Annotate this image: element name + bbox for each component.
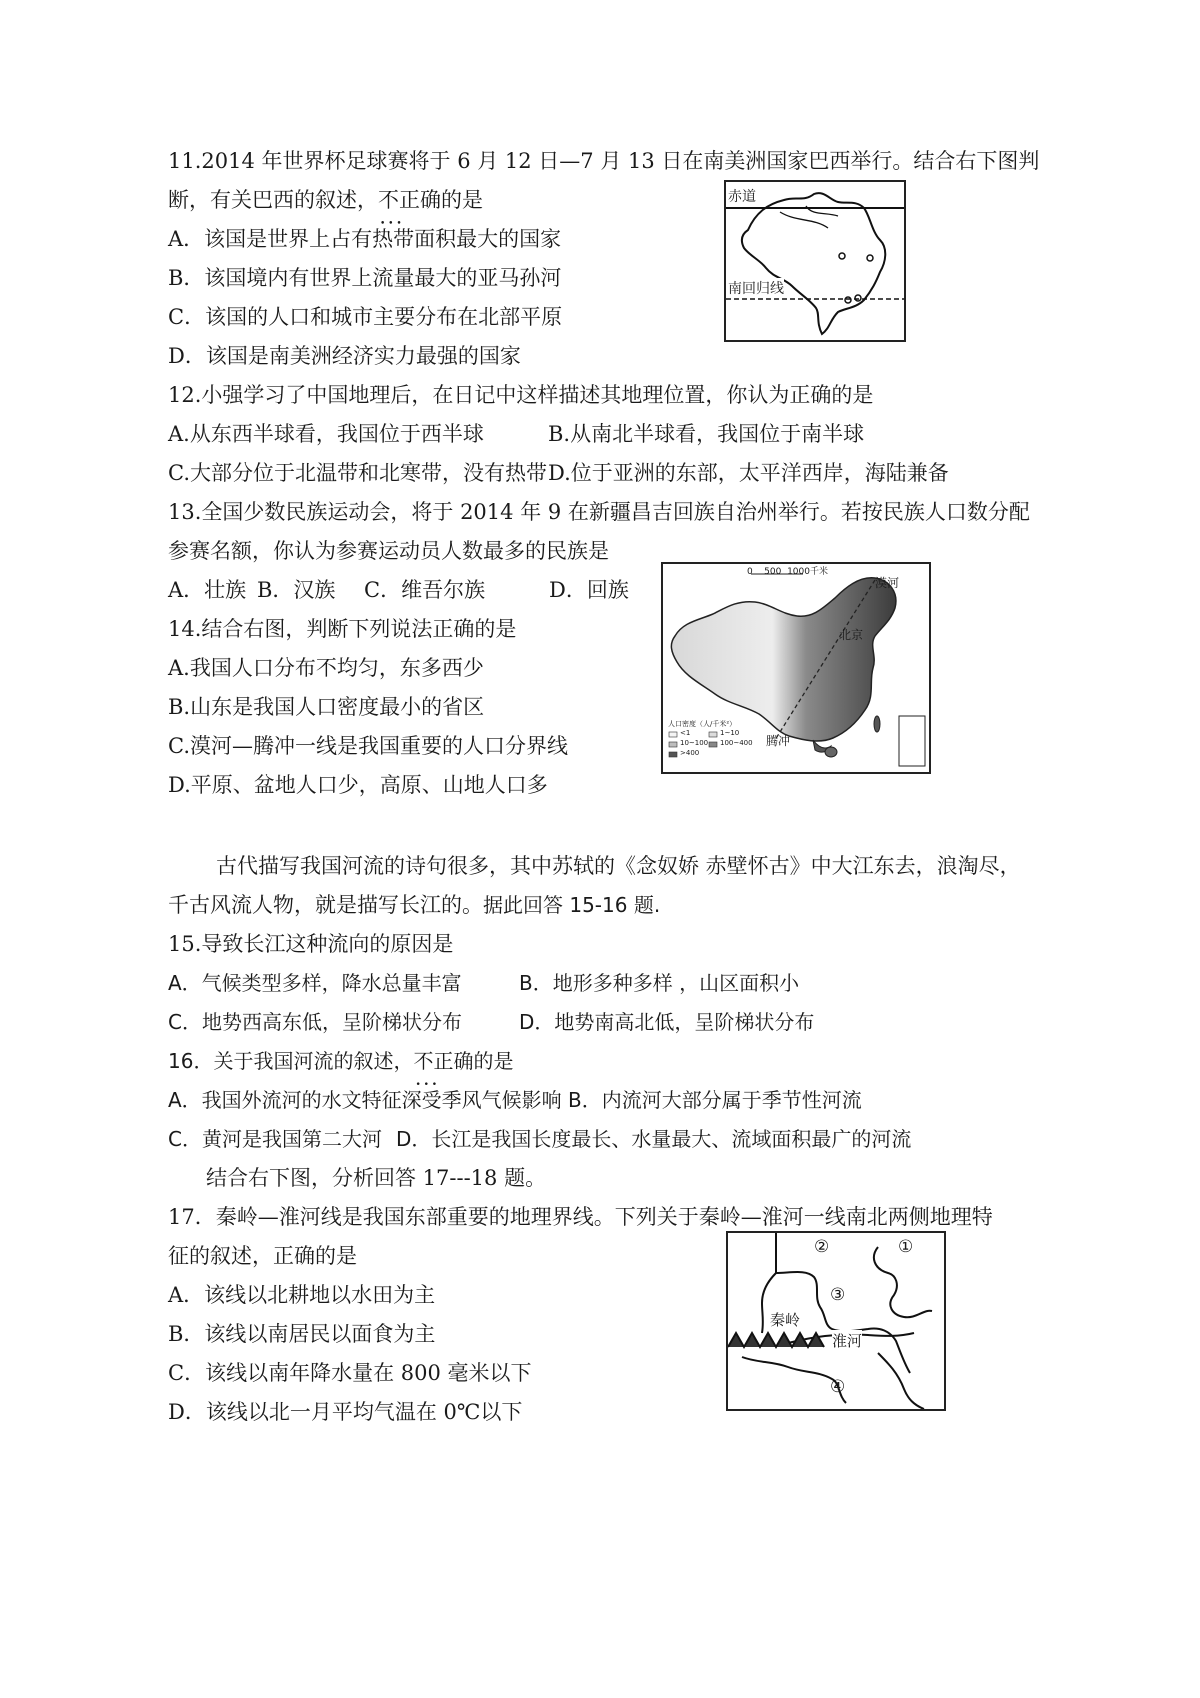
q12-stem: 12.小强学习了中国地理后，在日记中这样描述其地理位置，你认为正确的是 (168, 383, 874, 407)
q11-stem-post: 的是 (441, 188, 483, 212)
q11-stem-line1: 11.2014 年世界杯足球赛将于 6 月 12 日—7 月 13 日在南美洲国家巴西举行。结合右下图判 (168, 149, 1040, 173)
qinling-mountains (728, 1333, 824, 1347)
tropic-label: 南回归线 (728, 278, 784, 298)
mohe-label: 漠河 (875, 576, 900, 590)
q17-option-c: C．该线以南年降水量在 800 毫米以下 (168, 1361, 532, 1385)
legend-item-3: 10~100 (680, 739, 709, 747)
scale-bar-label: 0 500 1000千米 (747, 567, 828, 577)
q17-option-d: D．该线以北一月平均气温在 0℃以下 (168, 1400, 523, 1424)
qinling-huaihe-map (726, 1231, 946, 1411)
marker-1: ① (898, 1237, 914, 1257)
q12-option-a: A.从东西半球看，我国位于西半球 (168, 422, 484, 446)
china-population-map (661, 562, 931, 774)
q15-option-c: C．地势西高东低，呈阶梯状分布 (168, 1010, 462, 1034)
marker-4: ④ (830, 1377, 846, 1397)
equator-label: 赤道 (728, 186, 756, 206)
taiwan-island (874, 716, 880, 732)
q13-option-b: B．汉族 (257, 578, 336, 602)
legend-title: 人口密度（人/千米²） (668, 720, 737, 728)
q14-stem: 14.结合右图，判断下列说法正确的是 (168, 617, 517, 641)
legend-item-2: 1~10 (720, 729, 740, 737)
q16-stem-pre: 16．关于我国河流的叙述， (168, 1049, 414, 1073)
q15-option-a: A．气候类型多样，降水总量丰富 (168, 971, 462, 995)
q11-stem-pre: 断，有关巴西的叙述， (168, 188, 378, 212)
q17-stem-line1: 17．秦岭—淮河线是我国东部重要的地理界线。下列关于秦岭—淮河一线南北两侧地理特 (168, 1205, 993, 1229)
legend-item-5: >400 (680, 749, 700, 757)
q13-stem-line2: 参赛名额，你认为参赛运动员人数最多的民族是 (168, 539, 609, 563)
legend-item-1: <1 (680, 729, 691, 737)
q16-option-a: A．我国外流河的水文特征深受季风气候影响 (168, 1088, 562, 1112)
brazil-outline (742, 193, 885, 334)
q14-option-d: D.平原、盆地人口少，高原、山地人口多 (168, 773, 548, 797)
q16-option-d: D．长江是我国长度最长、水量最大、流域面积最广的河流 (396, 1127, 912, 1151)
q14-option-a: A.我国人口分布不均匀，东多西少 (168, 656, 484, 680)
q13-option-d: D．回族 (549, 578, 629, 602)
qinling-label: 秦岭 (770, 1311, 801, 1329)
q17-stem-line2: 征的叙述，正确的是 (168, 1244, 357, 1268)
q15-stem: 15.导致长江这种流向的原因是 (168, 932, 454, 956)
passage-line2-b: 据此回答 15-16 题. (483, 893, 661, 917)
passage-line1: 古代描写我国河流的诗句很多，其中苏轼的《念奴娇 赤壁怀古》中大江东去，浪淘尽， (216, 854, 1021, 878)
legend-item-4: 100~400 (720, 739, 753, 747)
q11-option-d: D．该国是南美洲经济实力最强的国家 (168, 344, 521, 368)
tengchong-label: 腾冲 (766, 734, 791, 748)
marker-2: ② (814, 1237, 830, 1257)
china-outline (671, 578, 896, 741)
q16-stem-post: 的是 (473, 1049, 514, 1073)
q12-option-b: B.从南北半球看，我国位于南半球 (548, 422, 865, 446)
huaihe-label: 淮河 (832, 1332, 863, 1350)
q13-option-c: C．维吾尔族 (364, 578, 486, 602)
south-china-sea-inset (899, 716, 925, 766)
q13-stem-line1: 13.全国少数民族运动会，将于 2014 年 9 在新疆昌吉回族自治州举行。若按民族人口数分配 (168, 500, 1030, 524)
q14-option-c: C.漠河—腾冲一线是我国重要的人口分界线 (168, 734, 568, 758)
q12-option-d: D.位于亚洲的东部，太平洋西岸，海陆兼备 (548, 461, 949, 485)
marker-3: ③ (830, 1285, 846, 1305)
q17-option-b: B．该线以南居民以面食为主 (168, 1322, 436, 1346)
beijing-label: 北京 (839, 628, 864, 642)
q11-option-b: B．该国境内有世界上流量最大的亚马孙河 (168, 266, 562, 290)
hainan-island (825, 747, 837, 757)
q16-option-c: C．黄河是我国第二大河 (168, 1127, 382, 1151)
q17-option-a: A．该线以北耕地以水田为主 (168, 1283, 436, 1307)
q11-option-c: C．该国的人口和城市主要分布在北部平原 (168, 305, 563, 329)
q16-stem-emphasis: 不正确 • • • (413, 1049, 473, 1073)
intro-17-18: 结合右下图，分析回答 17---18 题。 (206, 1166, 547, 1190)
q13-option-a: A．壮族 (168, 578, 247, 602)
q15-option-b: B．地形多种多样 ，山区面积小 (519, 971, 800, 995)
q16-stem (168, 1047, 513, 1075)
q11-stem-emphasis: 不正确 • • • (378, 188, 441, 212)
q15-option-d: D．地势南高北低，呈阶梯状分布 (519, 1010, 815, 1034)
passage-line2-a: 千古风流人物，就是描写长江的。 (168, 893, 483, 917)
brazil-map (724, 180, 906, 342)
q11-stem-line2 (168, 186, 483, 214)
q16-option-b: B．内流河大部分属于季节性河流 (568, 1088, 862, 1112)
passage-line2 (168, 891, 660, 919)
q14-option-b: B.山东是我国人口密度最小的省区 (168, 695, 485, 719)
q12-option-c: C.大部分位于北温带和北寒带，没有热带 (168, 461, 547, 485)
q11-option-a: A．该国是世界上占有热带面积最大的国家 (168, 227, 562, 251)
